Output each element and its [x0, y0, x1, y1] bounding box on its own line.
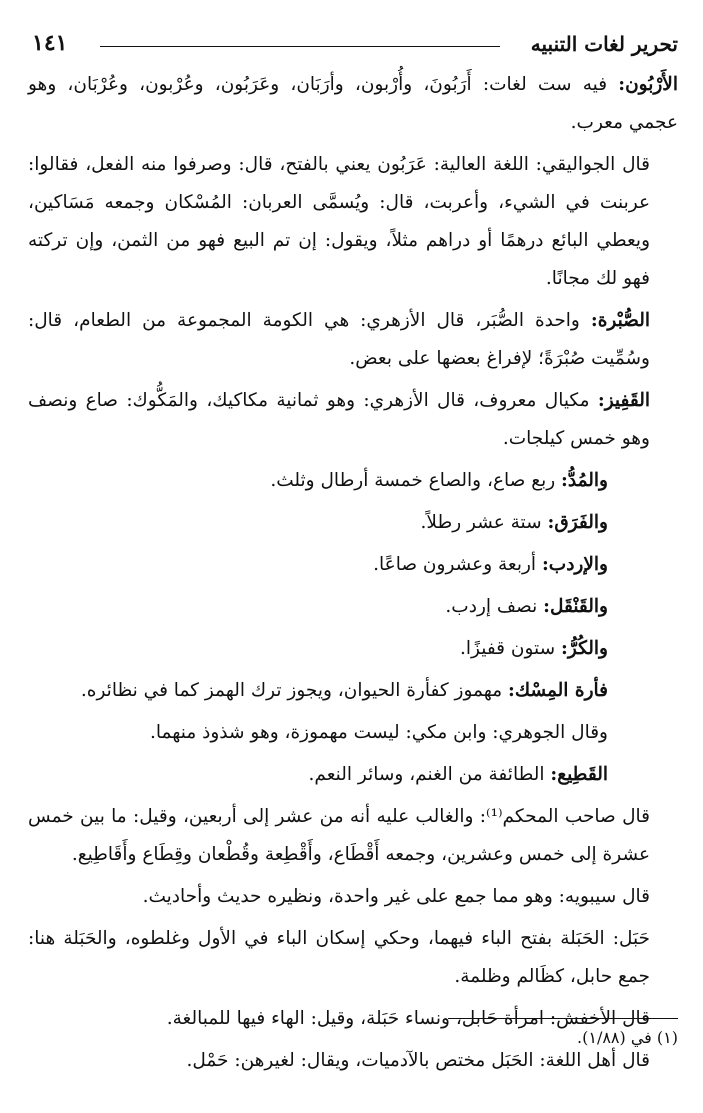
paragraph [28, 382, 678, 458]
paragraph [28, 878, 678, 916]
paragraph [28, 1042, 678, 1080]
paragraph [28, 504, 678, 542]
paragraph [28, 920, 678, 996]
entry-text: قال الأخفش: امرأة حَابل، ونساء حَبَلة، وقيل: الهاء فيها للمبالغة. [166, 1008, 650, 1029]
entry-text: فيه ست لغات: أَرَبُونَ، وأُرْبون، وأرَبَان، وعَرَبُون، وعُرْبون، وعُرْبَان، وهو عجمي معرب. [28, 74, 678, 133]
entry-text: مهموز كفأرة الحيوان، ويجوز ترك الهمز كما في نظائره. [80, 680, 509, 701]
entry-term: فأرة المِسْك: [508, 680, 608, 701]
page-number: ١٤١ [32, 30, 68, 56]
paragraph [28, 546, 678, 584]
entry-text: ستون قفيزًا. [460, 638, 562, 659]
page-content [28, 28, 678, 1088]
entry-text: قال صاحب المحكم⁽¹⁾: والغالب عليه أنه من عشر إلى أربعين، وقيل: ما بين خمس عشرة إلى خمس وعشرين، وجمعه أَقْطَاع، وأَقْطِعة وقُطْعان وقِطَاع وأَقَاطِيع. [28, 806, 650, 865]
entry-text: مكيال معروف، قال الأزهري: وهو ثمانية مكاكيك، والمَكُّوك: صاع ونصف وهو خمس كيلجات. [28, 390, 650, 449]
entry-text: أربعة وعشرون صاعًا. [373, 554, 542, 575]
entry-term: القَطِيع: [550, 764, 608, 785]
paragraph [28, 588, 678, 626]
entry-term: القَفِيز: [597, 390, 650, 411]
entry-text: قال أهل اللغة: الحَبَل مختص بالآدميات، ويقال: لغيرهن: حَمْل. [186, 1050, 650, 1071]
entry-text: ربع صاع، والصاع خمسة أرطال وثلث. [270, 470, 562, 491]
paragraph [28, 756, 678, 794]
entry-text: الطائفة من الغنم، وسائر النعم. [308, 764, 551, 785]
body-text [28, 66, 678, 1080]
entry-term: والقَنْقَل: [543, 596, 608, 617]
paragraph [28, 672, 678, 710]
paragraph [28, 302, 678, 378]
entry-text: وقال الجوهري: وابن مكي: ليست مهموزة، وهو شذوذ منهما. [150, 722, 608, 743]
entry-term: الأَرْبُون: [618, 74, 678, 95]
header-rule [100, 46, 500, 47]
paragraph [28, 146, 678, 298]
entry-text: قال سيبويه: وهو مما جمع على غير واحدة، ونظيره حديث وأحاديث. [142, 886, 650, 907]
paragraph [28, 798, 678, 874]
entry-text: ستة عشر رطلاً. [420, 512, 548, 533]
footnote-rule [448, 1018, 678, 1019]
footnote: (١) في (١/٨٨). [577, 1028, 678, 1047]
paragraph [28, 630, 678, 668]
running-title: تحرير لغات التنبيه [530, 32, 678, 56]
entry-term: والفَرَق: [547, 512, 608, 533]
paragraph [28, 66, 678, 142]
entry-term: والإردب: [541, 554, 608, 575]
entry-term: والكُرُّ: [561, 638, 608, 659]
entry-term: والمُدُّ: [561, 470, 608, 491]
paragraph [28, 714, 678, 752]
entry-text: حَبَل: الحَبَلة بفتح الباء فيهما، وحكي إسكان الباء في الأول وغلطوه، والحَبَلة هنا: جمع حابل، كظَالم وظلمة. [28, 928, 650, 987]
entry-term: الصُّبْرة: [590, 310, 650, 331]
entry-text: قال الجواليقي: اللغة العالية: عَرَبُون يعني بالفتح، قال: وصرفوا منه الفعل، فقالوا: عربنت في الشيء، وأعربت، قال: ويُسمَّى العربان: المُسْكان وجمعه مَسَاكين، ويعطي البائع درهمًا أو دراهم مثلاً، ويقول: إن تم البيع فهو من الثمن، وإن تركته فهو لك مجانًا. [28, 154, 650, 289]
entry-text: نصف إردب. [445, 596, 544, 617]
entry-text: واحدة الصُّبَر، قال الأزهري: هي الكومة المجموعة من الطعام، قال: وسُمِّيت صُبْرَةً؛ لإفراغ بعضها على بعض. [28, 310, 650, 369]
paragraph [28, 462, 678, 500]
page-header [28, 28, 678, 58]
